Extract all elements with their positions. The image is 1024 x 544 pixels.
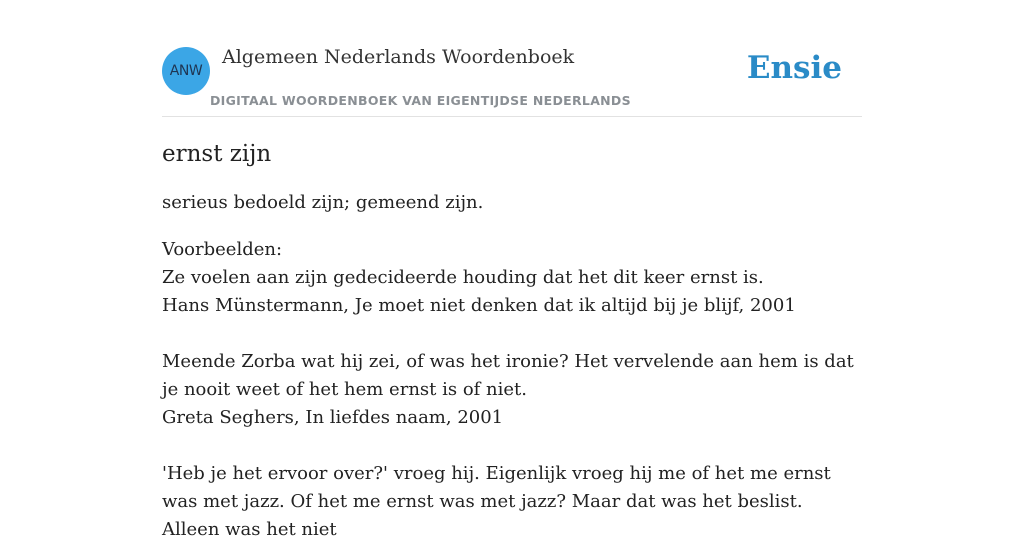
site-header: [162, 0, 862, 117]
entry-definition: serieus bedoeld zijn; gemeend zijn.: [162, 192, 484, 213]
ensie-logo[interactable]: Ensie: [746, 50, 842, 86]
example-source: Greta Seghers, In liefdes naam, 2001: [162, 407, 504, 428]
example-text: 'Heb je het ervoor over?' vroeg hij. Eigenlijk vroeg hij me of het me ernst was met jazz. Of het me ernst was met jazz? Maar dat was het beslist. Alleen was het niet: [162, 463, 831, 540]
examples-label: Voorbeelden:: [162, 239, 283, 260]
page: [162, 0, 862, 544]
example-item: [162, 460, 862, 544]
anw-logo[interactable]: ANW: [162, 47, 210, 95]
entry-title: ernst zijn: [162, 141, 272, 167]
example-item: [162, 264, 862, 320]
example-text: Meende Zorba wat hij zei, of was het ironie? Het vervelende aan hem is dat je nooit weet of het hem ernst is of niet.: [162, 351, 854, 400]
example-source: Hans Münstermann, Je moet niet denken dat ik altijd bij je blijf, 2001: [162, 295, 796, 316]
site-subtitle: DIGITAAL WOORDENBOEK VAN EIGENTIJDSE NEDERLANDS: [210, 93, 631, 108]
site-title[interactable]: Algemeen Nederlands Woordenboek: [222, 46, 575, 68]
example-item: [162, 348, 862, 432]
example-text: Ze voelen aan zijn gedecideerde houding dat het dit keer ernst is.: [162, 267, 764, 288]
